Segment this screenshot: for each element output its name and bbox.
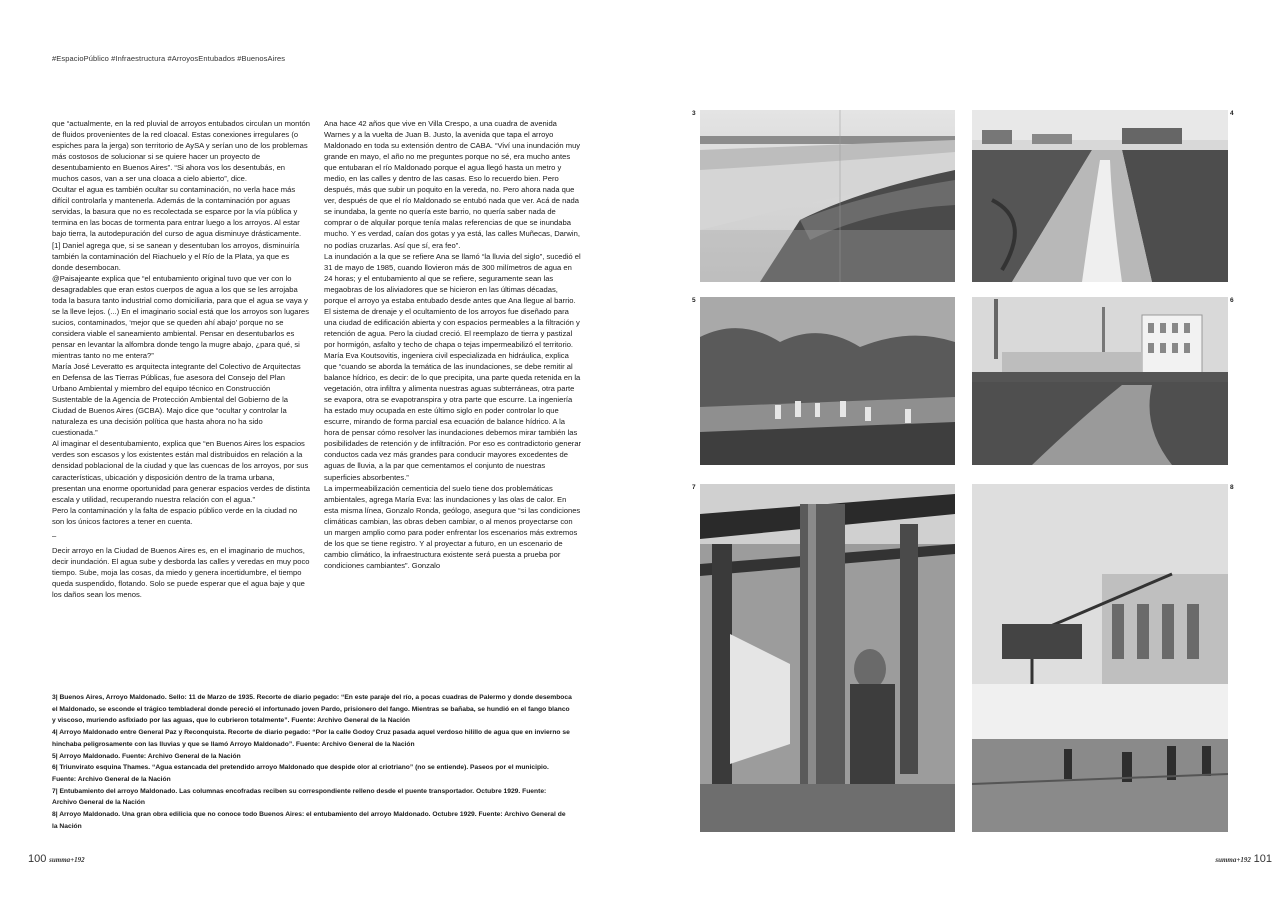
photo-number-4: 4 [1230, 110, 1234, 117]
photo-7-construction-columns [700, 484, 955, 832]
caption-7: 7| Entubamiento del arroyo Maldonado. Las columnas encofradas reciben su correspondiente relleno desde el puente transportador. Octubre 1929. Fuente: Archivo General de la Nación [52, 787, 547, 807]
paragraph: que “actualmente, en la red pluvial de arroyos entubados circulan un montón de fluidos provenientes de la red cloacal. Estas conexiones irregulares (o espiches para la jerga) son territorio de AySA y serían uno de los problemas más costosos de solucionar si se quiere hacer un proyecto de desentubamiento en Buenos Aires”. “Si ahora vos los desentubás, en muchos casos, van a ser una cloaca a cielo abierto”, dice. [52, 119, 310, 184]
paragraph: Pero la contaminación y la falta de espacio público verde en la ciudad no son los únicos factores a tener en cuenta. [52, 505, 298, 526]
caption-8: 8| Arroyo Maldonado. Una gran obra edilicia que no conoce todo Buenos Aires: el entubamiento del arroyo Maldonado. Octubre 1929. Fuente: Archivo General de la Nación [52, 811, 566, 830]
photo-6-factory-canal [972, 297, 1228, 465]
caption-3: 3| Buenos Aires, Arroyo Maldonado. Sello: 11 de Marzo de 1935. Recorte de diario pegado: “En este paraje del río, a pocas cuadras de Palermo y donde desemboca el Maldonado, se esconde el trágico tembladeral donde pereció el infortunado joven Pardo, prisionero del fango. Mientras se bañaba, se hundió en el fango blanco y viscoso, muriendo asfixiado por las aguas, que lo cubrieron totalmente”. Fuente: Archivo General de la Nación [52, 694, 572, 725]
paragraph: Ocultar el agua es también ocultar su contaminación, no verla hace más difícil controlarla y mantenerla. Además de la contaminación por aguas servidas, la basura que no es recolectada se esparce por la vía pública y termina en las bocas de tormenta para entrar luego a los arroyos. Al estar bajo tierra, la autodepuración del curso de agua disminuye drásticamente. [1] Daniel agrega que, si se sanean y desentuban los arroyos, disminuiría también la contaminación del Riachuelo y el Río de la Plata, ya que es donde desembocan. [52, 185, 302, 272]
paragraph: Al imaginar el desentubamiento, explica que “en Buenos Aires los espacios verdes son escasos y los existentes están mal distribuidos en relación a la densidad poblacional de la ciudad y que las cuencas de los arroyos, por sus características, ubicación y disposición dentro de la trama urbana, presentan una enorme oportunidad para generar espacios verdes de distinta escala y utilidad, recuperando nuestra relación con el agua.” [52, 439, 310, 504]
photo-number-3: 3 [692, 110, 696, 117]
photo-number-7: 7 [692, 484, 696, 491]
caption-5: 5| Arroyo Maldonado. Fuente: Archivo General de la Nación [52, 752, 241, 760]
paragraph: María José Leveratto es arquitecta integrante del Colectivo de Arquitectas en Defensa de las Tierras Públicas, fue asesora del Consejo del Plan Urbano Ambiental y miembro del equipo técnico en Construcción Sustentable de la Agencia de Protección Ambiental del Gobierno de la Ciudad de Buenos Aires (GCBA). Majo dice que “ocultar y controlar la naturaleza es una decisión política que hasta ahora no ha sido cuestionada.” [52, 362, 301, 438]
paragraph: La inundación a la que se refiere Ana se llamó “la lluvia del siglo”, sucedió el 31 de mayo de 1985, cuando llovieron más de 300 milímetros de agua en 24 horas; y el entubamiento al que se refiere, seguramente sean las megaobras de los aliviadores que se hicieron en las últimas décadas, porque el arroyo ya estaba entubado desde antes que Ana llegue al barrio. [324, 251, 581, 305]
paragraph: Decir arroyo en la Ciudad de Buenos Aires es, en el imaginario de muchos, decir inundación. El agua sube y desborda las calles y veredas en muy poco tiempo. Sube, moja las cosas, da miedo y genera incertidumbre, el tiempo queda suspendido, flotando. Solo se puede esperar que el agua baje y que los daños sean los menos. [52, 545, 310, 599]
photo-8-crane-workers [972, 484, 1228, 832]
folio-left [28, 853, 85, 865]
section-dash: – [52, 530, 57, 540]
magazine-name: summa+192 [1215, 856, 1251, 864]
text-column-1 [52, 118, 310, 600]
caption-6: 6| Triunvirato esquina Thames. “Agua estancada del pretendido arroyo Maldonado que despide olor al criotriano” (no se entiende). Paseos por el municipio. Fuente: Archivo General de la Nación [52, 764, 549, 783]
paragraph: La impermeabilización cementicia del suelo tiene dos problemáticas ambientales, agrega María Eva: las inundaciones y las olas de calor. En esta misma línea, Gonzalo Ronda, geólogo, asegura que “si las condiciones climáticas cambian, las obras deben cambiar, o al menos proyectarse con un margen amplio como para poder enfrentar los escenarios más extremos de los que se tiene registro. Y al proyectar a futuro, en un escenario de cambio climático, la infraestructura existente será puesta a prueba por condiciones cambiantes”. Gonzalo [324, 483, 581, 570]
photo-captions [52, 692, 572, 832]
photo-3-river-marsh [700, 110, 955, 282]
photo-number-6: 6 [1230, 297, 1234, 304]
page-number: 101 [1253, 853, 1272, 865]
paragraph: El sistema de drenaje y el ocultamiento de los arroyos fue diseñado para una ciudad de edificación abierta y con espacios permeables a la filtración y retención de agua. Pero la ciudad creció. El reemplazo de tierra y pastizal por hormigón, asfalto y techo de chapa o tejas impermeabilizó el territorio. [324, 306, 580, 349]
caption-4: 4| Arroyo Maldonado entre General Paz y Reconquista. Recorte de diario pegado: “Por la calle Godoy Cruz pasada aquel verdoso hilillo de agua que en invierno se hinchaba peligrosamente con las lluvias y que se llamó Arroyo Maldonado”. Fuente: Archivo General de la Nación [52, 729, 570, 748]
photo-number-8: 8 [1230, 484, 1234, 491]
page-number: 100 [28, 853, 47, 865]
text-column-2 [324, 118, 582, 571]
photo-number-5: 5 [692, 297, 696, 304]
folio-right [1215, 853, 1272, 865]
photo-5-riverbank-people [700, 297, 955, 465]
hashtags: #EspacioPúblico #Infraestructura #ArroyosEntubados #BuenosAires [52, 54, 286, 63]
paragraph: Ana hace 42 años que vive en Villa Crespo, a una cuadra de avenida Warnes y a la vuelta de Juan B. Justo, la avenida que tapa el arroyo Maldonado en toda su extensión dentro de CABA. “Viví una inundación muy grande en mayo, el año no me preguntes porque no sé, era mucho antes que entubaran el río Maldonado porque el agua llegó hasta un metro y medio, en las calles y dentro de las casas. Eso lo recuerdo bien. Pero después, más que subir un poquito en la vereda, no. Pero ahora nada que ver, después de que el río Maldonado se entubó nada que ver. Acá de nada se inundaba, la gente no quería este barrio, no quería saber nada de comprar o de alquilar porque tenía malas referencias de que se inundaba mucho. Y es verdad, caían dos gotas y ya está, las calles Muñecas, Darwin, no podías cruzarlas. Así que sí, era feo”. [324, 119, 581, 250]
photo-4-canal-banks [972, 110, 1228, 282]
paragraph: @Paisajeante explica que “el entubamiento original tuvo que ver con lo desagradables que eran estos cuerpos de agua a los que se les arrojaba toda la basura tanto industrial como domiciliaria, para que el agua se vaya y se la lleve lejos. (...) En el imaginario social está que los arroyos son lugares sucios, contaminados, ‘mejor que se queden ahí abajo’ porque no se considera viable el saneamiento ambiental. Pensar en desentubarlos es pensar en levantar la alfombra donde tengo la mugre abajo, ¿para qué, si mientras tanto no me entera?” [52, 273, 310, 360]
paragraph: María Eva Koutsovitis, ingeniera civil especializada en hidráulica, explica que “cuando se aborda la temática de las inundaciones, se debe remitir al balance hídrico, es decir: de lo que precipita, una parte queda retenida en la vegetación, otra infiltra y alimenta nuestras aguas subterráneas, otra parte se evapora, otra se evapotranspira y otra parte que escurre. La ingeniería ha estado muy ocupada en este último siglo en poder controlar lo que escurre, mirando de forma parcial esa ecuación de balance hídrico. A la hora de pensar cómo resolver las inundaciones debemos mirar también las posibilidades de retención y de infiltración. Por eso es contradictorio generar conductos cada vez más grandes para conducir mayores excedentes de aguas de lluvia, a la par que cementamos el conjunto de nuestras superficies absorbentes.” [324, 350, 582, 482]
magazine-name: summa+192 [49, 856, 85, 864]
